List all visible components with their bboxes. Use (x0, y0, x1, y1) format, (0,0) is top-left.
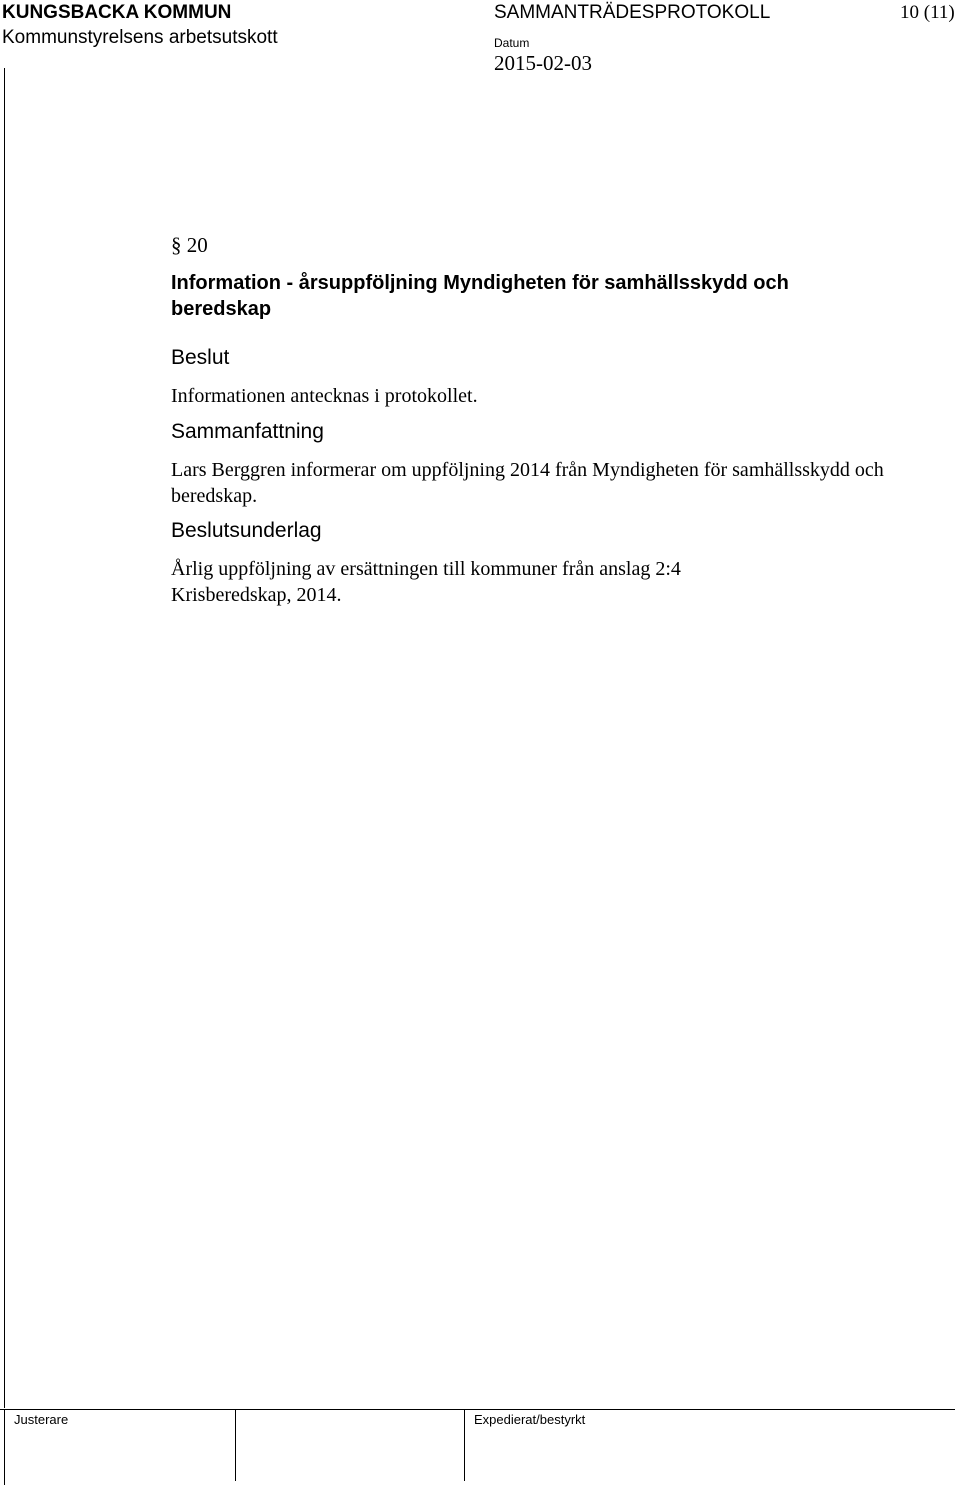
paragraph-number: § 20 (171, 233, 208, 257)
organization-name: KUNGSBACKA KOMMUN (2, 2, 232, 23)
footer-cell-border (464, 1409, 465, 1481)
section-heading-beslutsunderlag: Beslutsunderlag (171, 519, 322, 542)
page-number: 10 (11) (900, 2, 955, 23)
section-text-beslutsunderlag: Årlig uppföljning av ersättningen till kommuner från anslag 2:4 Krisberedskap, 2014. (171, 558, 681, 606)
section-text-beslut: Informationen antecknas i protokollet. (171, 385, 478, 407)
department-name: Kommunstyrelsens arbetsutskott (2, 27, 278, 48)
date-label: Datum (494, 36, 530, 50)
footer-left-border (4, 1409, 5, 1485)
date-value: 2015-02-03 (494, 51, 592, 75)
section-heading-beslut: Beslut (171, 346, 230, 369)
left-margin-line (4, 68, 5, 1408)
footer-justerare-label: Justerare (14, 1412, 69, 1427)
footer-expedierat-label: Expedierat/bestyrkt (474, 1412, 586, 1427)
section-text-sammanfattning: Lars Berggren informerar om uppföljning 2014 från Myndigheten för samhällsskydd och beredskap. (171, 459, 884, 507)
item-title: Information - årsuppföljning Myndigheten för samhällsskydd och beredskap (171, 272, 789, 320)
section-heading-sammanfattning: Sammanfattning (171, 420, 324, 443)
document-type: SAMMANTRÄDESPROTOKOLL (494, 2, 771, 23)
footer-cell-border (235, 1409, 236, 1481)
footer-divider (0, 1409, 955, 1410)
